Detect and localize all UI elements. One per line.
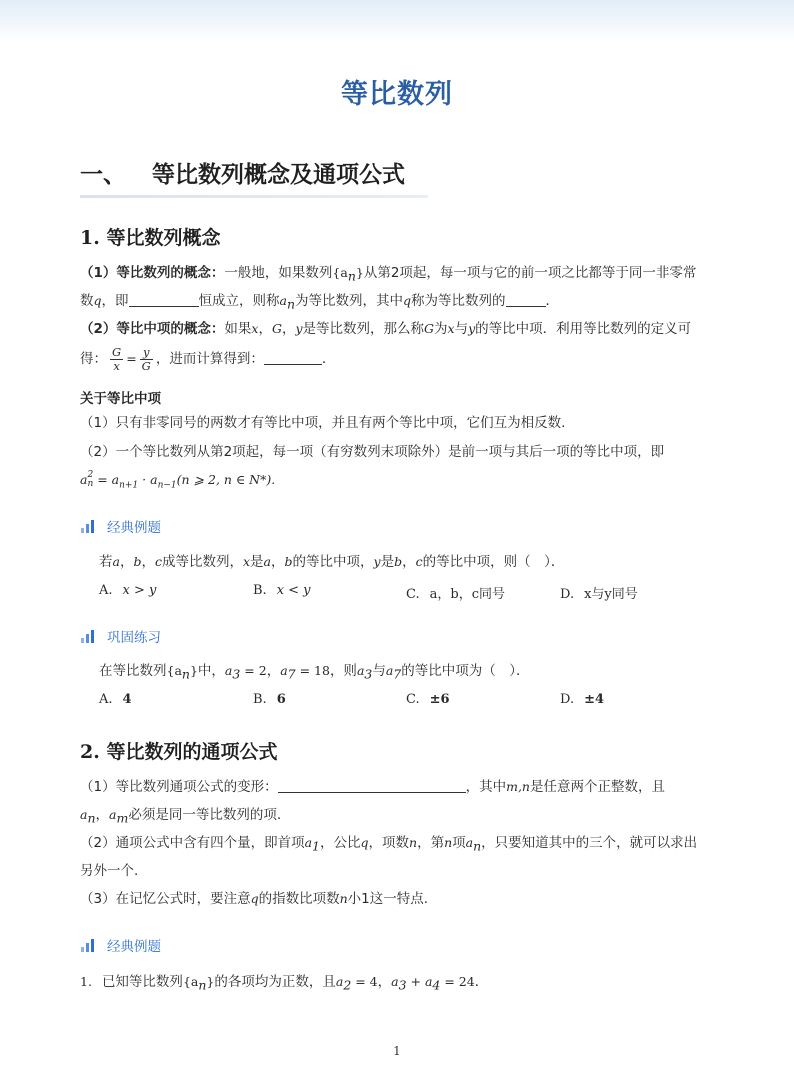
- general-term-line4: 另外一个.: [80, 863, 139, 879]
- fraction-y-over-G: $\frac{y}{G}$: [141, 344, 151, 373]
- fraction-G-over-x: $\frac{G}{x}$: [112, 344, 122, 373]
- example-question-1: 1. 已知等比数列$\{a_n\}$的各项均为正数，且$a_2 = 4$，$a_3 + a_4 = 24$．: [80, 974, 489, 993]
- general-term-line3: （2）通项公式中含有四个量，即首项$a_1$，公比q，项数n，第n项$a_n$，只要知道其中的三个，就可以求出: [80, 835, 698, 854]
- fill-blank-formula-variant[interactable]: [278, 778, 466, 793]
- fill-blank-mean-result[interactable]: [264, 350, 322, 365]
- paragraph-concept-line2: 数q，即 恒成立，则称$a_n$为等比数列，其中q称为等比数列的 ．: [80, 293, 560, 312]
- mean-label: （2）等比中项的概念：: [80, 321, 225, 337]
- about-mean-formula: a 2 n = $a_{n+1} \cdot a_{n-1}(n$ ⩾ 2, n ∈ N*).: [80, 470, 276, 491]
- subsection-heading-general-term: 2. 等比数列的通项公式: [80, 741, 278, 763]
- fill-blank-definition[interactable]: [129, 292, 199, 307]
- section-title: [80, 156, 405, 189]
- fill-blank-ratio-name[interactable]: [506, 292, 546, 307]
- general-term-line1: （1）等比数列通项公式的变形： ，其中m,n是任意两个正整数，且: [80, 779, 665, 795]
- general-term-line2: $a_n$，$a_m$必须是同一等比数列的项.: [80, 807, 282, 826]
- label-practice: 巩固练习: [80, 627, 161, 645]
- page-number: 1: [393, 1044, 401, 1058]
- practice-choice-c[interactable]: C. ±6: [406, 692, 450, 707]
- example-choice-c[interactable]: C. a，b，c同号: [406, 587, 505, 602]
- bar-chart-icon: [80, 629, 96, 643]
- example-choice-d[interactable]: D. x与y同号: [560, 587, 638, 602]
- example-choice-b[interactable]: B. x < y: [253, 583, 311, 598]
- practice-question: 在等比数列$\{a_n\}$中，$a_3 = 2$，$a_7 = 18$，则$a_3$与$a_7$的等比中项为（ ）．: [99, 663, 530, 682]
- example-question: 若a，b，c成等比数列，x是a，b的等比中项，y是b，c的等比中项，则（ ）．: [99, 554, 565, 570]
- paragraph-mean-line2: 得： $\frac{G}{x}$ = $\frac{y}{G}$ ，进而计算得到： ．: [80, 344, 336, 373]
- section-underline: [80, 195, 428, 198]
- practice-choice-b[interactable]: B. 6: [253, 692, 286, 707]
- general-term-line5: （3）在记忆公式时，要注意q的指数比项数n小1这一特点.: [80, 891, 429, 907]
- about-mean-item2: （2）一个等比数列从第2项起，每一项（有穷数列末项除外）是前一项与其后一项的等比中项，即: [80, 444, 665, 460]
- page-title: 等比数列: [341, 79, 453, 110]
- paragraph-concept-line1: （1）等比数列的概念：一般地，如果数列$\{a_n\}$从第2项起，每一项与它的前一项之比都等于同一非零常: [80, 265, 697, 284]
- example-choice-a[interactable]: A. x > y: [99, 583, 157, 598]
- about-mean-item1: （1）只有非零同号的两数才有等比中项，并且有两个等比中项，它们互为相反数.: [80, 415, 566, 431]
- label-example-1: 经典例题: [80, 517, 161, 535]
- subsection-heading-concept: 1. 等比数列概念: [80, 227, 221, 249]
- practice-choice-a[interactable]: A. 4: [99, 692, 132, 707]
- section-title-text: 等比数列概念及通项公式: [152, 162, 405, 188]
- section-number: 一、: [80, 162, 126, 188]
- paragraph-mean-line1: （2）等比中项的概念：如果x，G，y是等比数列，那么称G为x与y的等比中项．利用等比数列的定义可: [80, 321, 692, 337]
- about-mean-heading: 关于等比中项: [80, 391, 161, 407]
- bar-chart-icon: [80, 519, 96, 533]
- label-example-2: 经典例题: [80, 936, 161, 954]
- concept-label: （1）等比数列的概念：: [80, 265, 225, 281]
- practice-choice-d[interactable]: D. ±4: [560, 692, 605, 707]
- bar-chart-icon: [80, 938, 96, 952]
- header-band: [0, 0, 794, 42]
